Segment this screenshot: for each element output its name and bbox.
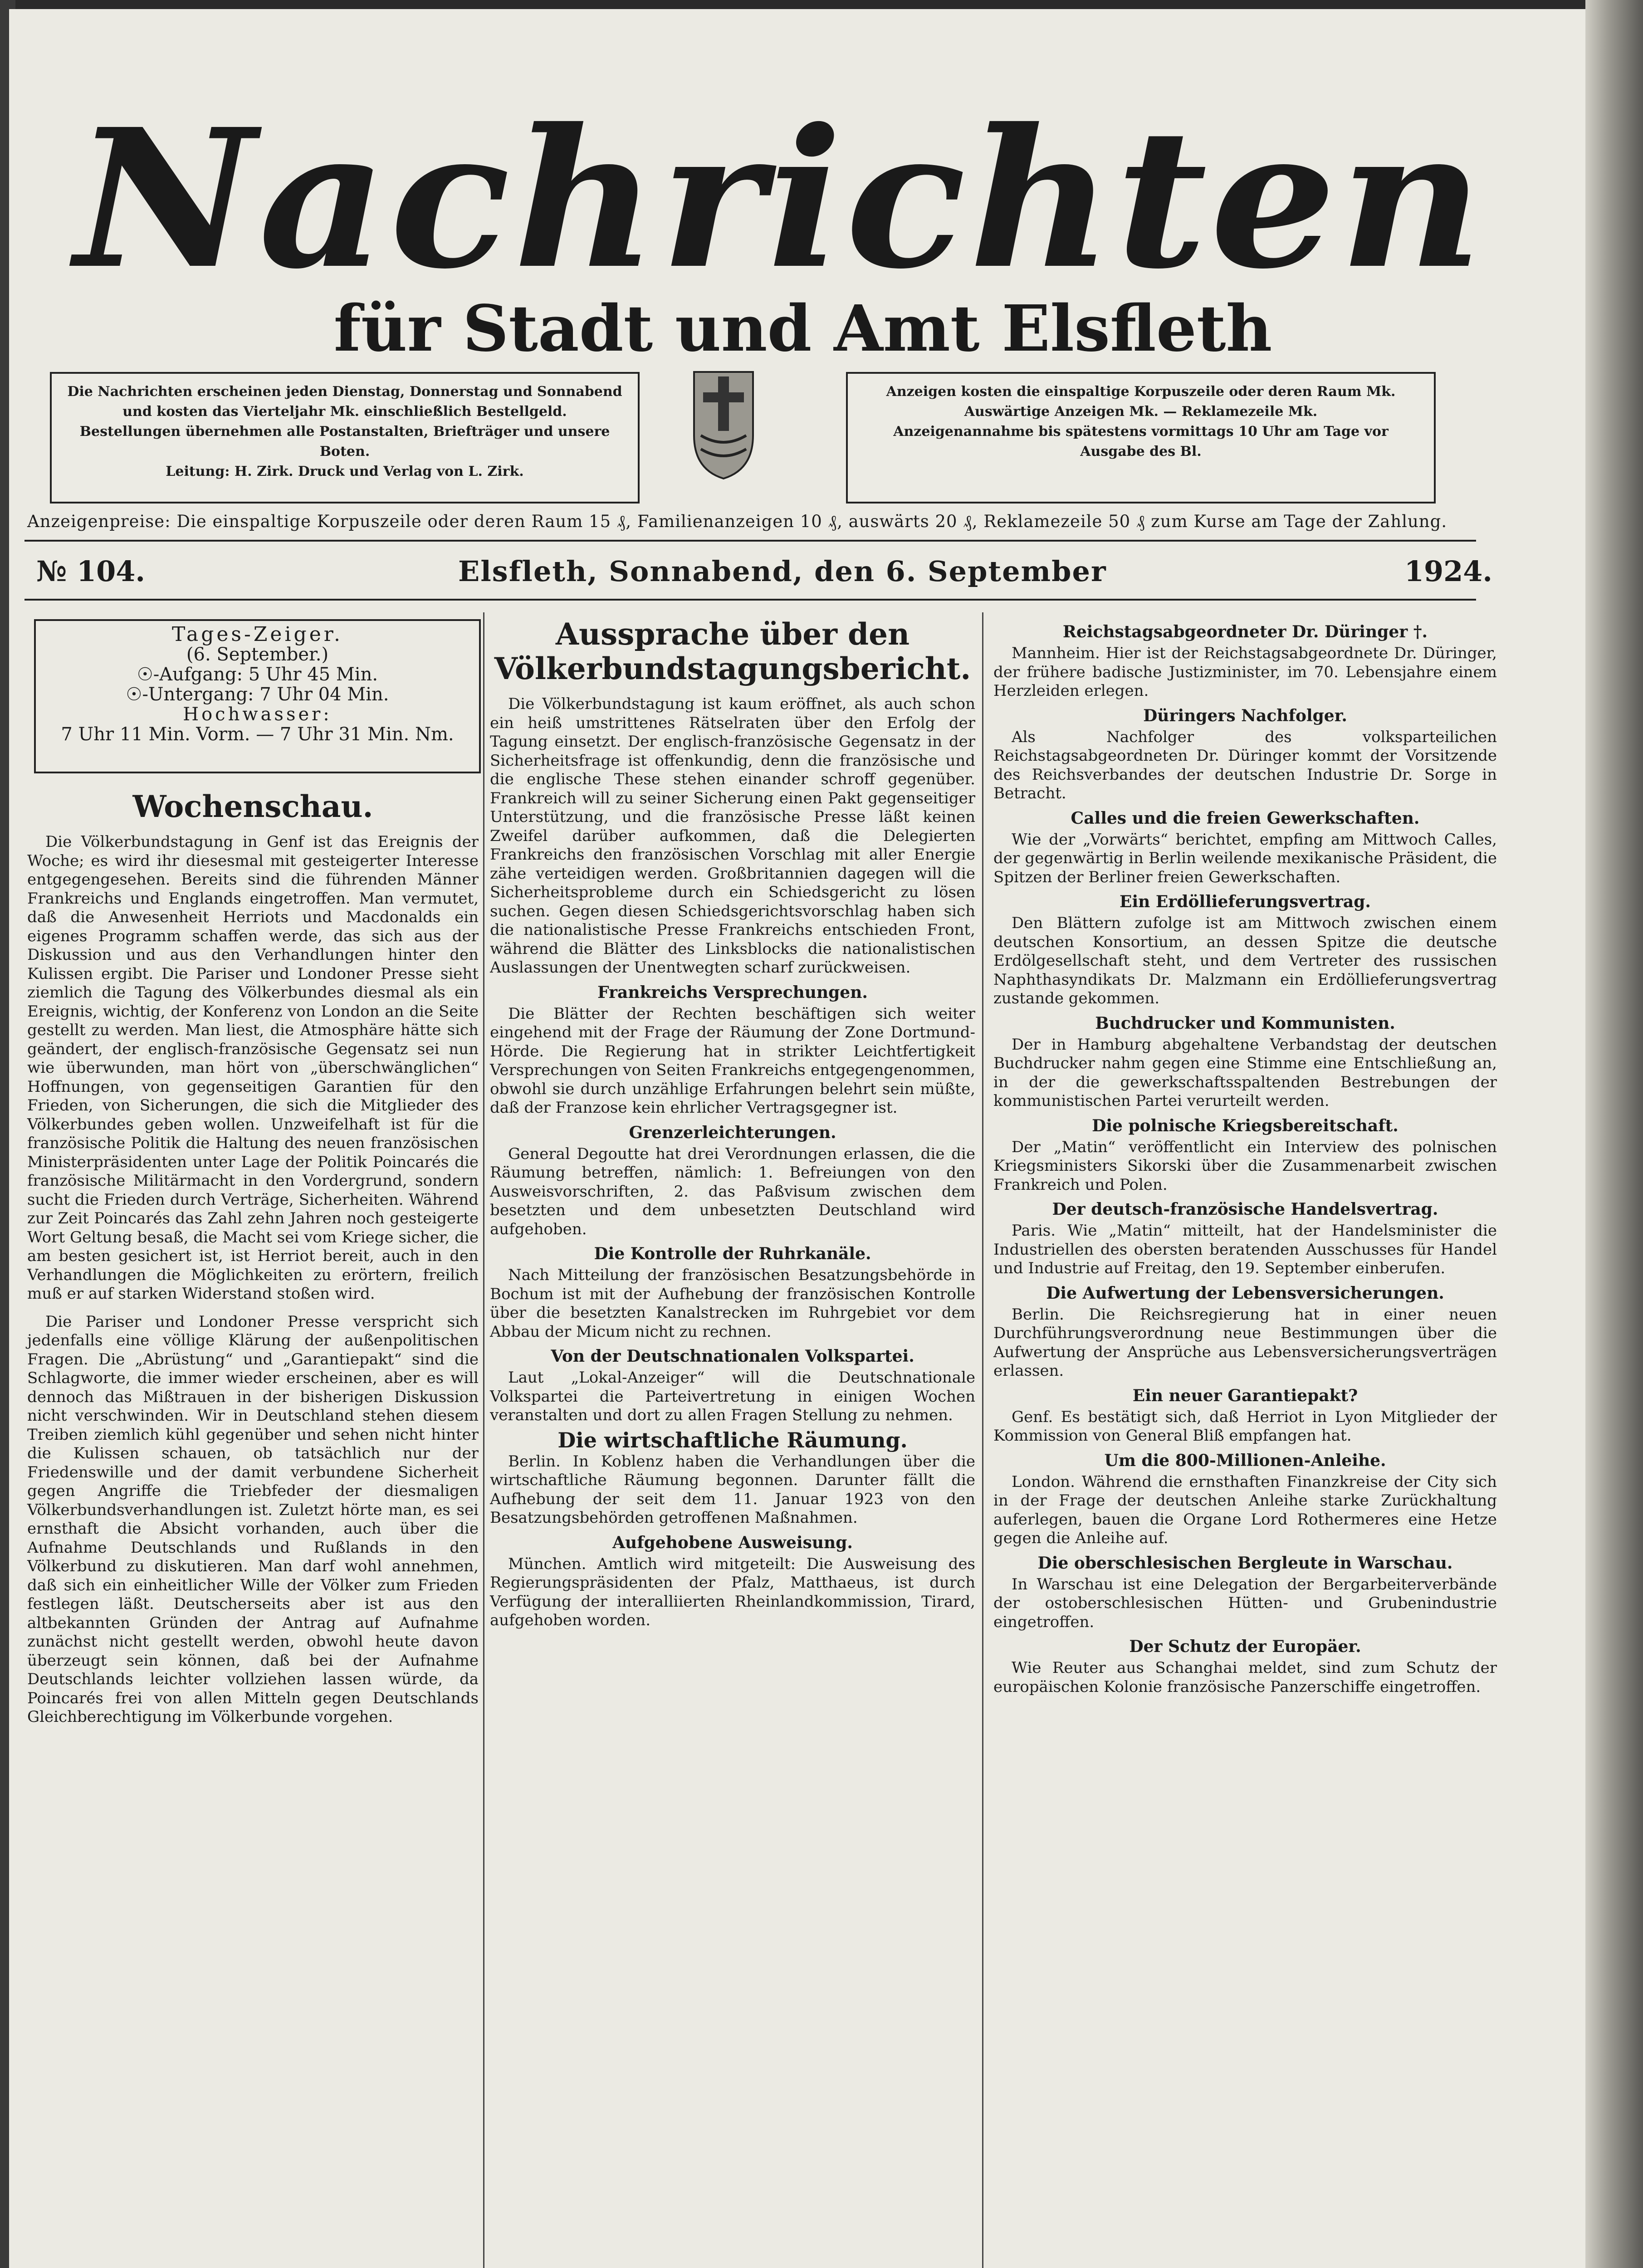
column-divider	[982, 612, 983, 2268]
section-title: Von der Deutschnationalen Volkspartei.	[551, 1347, 914, 1366]
advertising-line: Anzeigen kosten die einspaltige Korpuszeile oder deren Raum Mk.	[886, 384, 1396, 400]
article-paragraph: Die Völkerbundstagung in Genf ist das Ereignis der Woche; es wird ihr diesesmal mit gesteigerter Interesse entgegengesehen. Bereits sind die führenden Männer Frankreichs und Englands eingetroffen. Man vermutet, daß die Anwesenheit Herriots und Macdonalds ein eigenes Programm schaffen werde, das sich aus der Diskussion und aus den Verhandlungen hinter den Kulissen ergibt. Die Pariser und Londoner Presse sieht ziemlich die Tagung des Völkerbundes diesmal als ein Ereignis, wichtig, der Konferenz von London an die Seite gestellt zu werden. Man liest, die Atmosphäre hätte sich geändert, der englisch-französische Gegensatz sei nun wie überwunden, man hört von „überschwänglichen“ Hoffnungen, von gegenseitigen Garantien für den Frieden, von Sicherungen, die sich die Mitglieder des Völkerbundes geben wollen. Unzweifelhaft ist für die französische Politik die Haltung des neuen französischen Ministerpräsidenten unter Lage der Politik Poincarés die französische Militärmacht in den Vordergrund, sondern sucht die Frieden durch Verträge, Sicherheiten. Während zur Zeit Poincarés das Zahl zehn Jahren noch gesteigerte Wort Geltung besaß, die Macht sei vom Kriege sicher, die am besten gesichert ist, ist Herriot bereit, auch in den Verhandlungen die Möglichkeiten zu erörtern, freilich muß er auf starken Widerstand stoßen wird.	[27, 833, 479, 1303]
section-text: Der in Hamburg abgehaltene Verbandstag der deutschen Buchdrucker nahm gegen eine Stimme eine Entschließung an, in der die gewerkschaftsspaltenden Bestrebungen der kommunistischen Partei verurteilt werden.	[993, 1035, 1497, 1110]
hochwasser-times: 7 Uhr 11 Min. Vorm. — 7 Uhr 31 Min. Nm.	[61, 724, 454, 745]
article-paragraph: Die Pariser und Londoner Presse verspricht sich jedenfalls eine völlige Klärung der außenpolitischen Fragen. Die „Abrüstung“ und „Garantiepakt“ sind die Schlagworte, die immer wieder erscheinen, aber es will dennoch das Mißtrauen in der bisherigen Diskussion nicht verschwinden. Wir in Deutschland stehen diesem Treiben ziemlich kühl gegenüber und sehen nicht hinter die Kulissen schauen, ob tatsächlich nur der Friedenswille und der damit verbundene Sicherheit gegen Angriffe die Triebfeder der diesmaligen Völkerbundsverhandlungen ist. Zuletzt hörte man, es sei ernsthaft die Absicht vorhanden, auch über die Aufnahme Deutschlands und Rußlands in den Völkerbund zu diskutieren. Man darf wohl annehmen, daß sich ein einheitlicher Wille der Völker zum Frieden festlegen läßt. Deutscherseits aber ist aus den altbekannten Gründen der Antrag auf Aufnahme zunächst nicht gestellt werden, obwohl heute davon überzeugt sein können, daß bei der Aufnahme Deutschlands leichter vollziehen lassen würde, da Poincarés frei von allen Mitteln gegen Deutschlands Gleichberechtigung im Völkerbunde vorgehen.	[27, 1312, 479, 1726]
section-text: München. Amtlich wird mitgeteilt: Die Ausweisung des Regierungspräsidenten der Pfalz, Matthaeus, ist durch Verfügung der interalliierten Rheinlandkommission, Tirard, aufgehoben worden.	[490, 1554, 975, 1629]
place-and-date: Elsfleth, Sonnabend, den 6. September	[458, 555, 1107, 588]
column-divider	[483, 612, 484, 2268]
sunrise: ☉-Aufgang: 5 Uhr 45 Min.	[137, 664, 378, 685]
section-title: Der deutsch-französische Handelsvertrag.	[1052, 1200, 1438, 1219]
section-title: Calles und die freien Gewerkschaften.	[1071, 808, 1420, 828]
headline-line-2: Völkerbundstagungsbericht.	[494, 651, 971, 686]
advertising-line: Ausgabe des Bl.	[1080, 444, 1202, 459]
dateline	[27, 553, 1506, 590]
subscription-line: Bestellungen übernehmen alle Postanstalten, Briefträger und unsere Boten.	[79, 424, 610, 459]
section-text: Laut „Lokal-Anzeiger“ will die Deutschnationale Volkspartei die Parteivertretung in einigen Wochen veranstalten und dort zu allen Fragen Stellung zu nehmen.	[490, 1369, 975, 1424]
tages-zeiger-title: Tages-Zeiger.	[172, 623, 343, 646]
section-title: Reichstagsabgeordneter Dr. Düringer †.	[1062, 622, 1428, 641]
section-title: Aufgehobene Ausweisung.	[612, 1533, 853, 1552]
section-text: Berlin. In Koblenz haben die Verhandlungen über die wirtschaftliche Räumung begonnen. Darunter fällt die Aufhebung der seit dem 11. Januar 1923 von den Besatzungsbehörden getroffenen Maßnahmen.	[490, 1452, 975, 1527]
column-1	[27, 789, 479, 1727]
issue-number: № 104.	[36, 555, 145, 588]
section-title: Die Kontrolle der Ruhrkanäle.	[594, 1244, 871, 1263]
masthead-title: Nachrichten	[74, 88, 1486, 311]
section-title: Die wirtschaftliche Räumung.	[557, 1427, 908, 1452]
price-line: Anzeigenpreise: Die einspaltige Korpuszeile oder deren Raum 15 ₰, Familienanzeigen 10 ₰, auswärts 20 ₰, Reklamezeile 50 ₰ zum Kurse am Tage der Zahlung.	[27, 512, 1447, 531]
column-3	[993, 617, 1497, 1696]
section-title: Ein Erdöllieferungsvertrag.	[1120, 892, 1371, 911]
scan-edge-right	[1585, 0, 1643, 2268]
subscription-line: und kosten das Vierteljahr Mk. einschließlich Bestellgeld.	[122, 404, 567, 420]
section-text: Wie Reuter aus Schanghai meldet, sind zum Schutz der europäischen Kolonie französische Panzerschiffe eingetroffen.	[993, 1659, 1497, 1696]
coat-of-arms-icon	[692, 367, 755, 481]
masthead-subtitle: für Stadt und Amt Elsfleth	[333, 292, 1272, 366]
section-title: Die polnische Kriegsbereitschaft.	[1092, 1116, 1399, 1135]
section-title: Düringers Nachfolger.	[1143, 706, 1347, 725]
subscription-box	[50, 372, 640, 503]
section-text: Als Nachfolger des volksparteilichen Reichstagsabgeordneten Dr. Düringer kommt der Vorsitzende des Reichsverbandes der deutschen Industrie Dr. Sorge in Betracht.	[993, 728, 1497, 802]
section-title: Buchdrucker und Kommunisten.	[1095, 1013, 1395, 1033]
section-text: Berlin. Die Reichsregierung hat in einer neuen Durchführungsverordnung neue Bestimmungen über die Aufwertung der Ansprüche aus Lebensversicherungsverträgen erlassen.	[993, 1305, 1497, 1380]
year: 1924.	[1404, 555, 1492, 588]
section-text: Paris. Wie „Matin“ mitteilt, hat der Handelsminister die Industriellen des obersten beratenden Ausschusses für Handel und Industrie auf Freitag, den 19. September einberufen.	[993, 1222, 1497, 1277]
section-title: Um die 800-Millionen-Anleihe.	[1104, 1451, 1386, 1470]
tages-zeiger-box	[34, 619, 481, 773]
column-2	[490, 617, 975, 1630]
section-text: London. Während die ernsthaften Finanzkreise der City sich in der Frage der deutschen Anleihe starke Zurückhaltung auferlegen, bauen die Organe Lord Rothermeres eine Hetze gegen die Anleihe auf.	[993, 1472, 1497, 1547]
hochwasser-label: Hochwasser:	[183, 704, 332, 725]
article-paragraph: Die Völkerbundstagung ist kaum eröffnet, als auch schon ein heiß umstrittenes Rätselraten über den Erfolg der Tagung einsetzt. Der englisch-französische Gegensatz in der Sicherheitsfrage ist offenkundig, denn die französische und die englische These stehen einander schroff gegenüber. Frankreich will zu seiner Sicherung einen Pakt gegenseitiger Unterstützung, und die französische Presse läßt keinen Zweifel darüber aufkommen, daß die Delegierten Frankreichs den französischen Vorschlag mit aller Energie zähe verteidigen werden. Großbritannien dagegen will die Sicherheitsprobleme durch ein Schiedsgericht zu lösen suchen. Gegen diesen Schiedsgerichtsvorschlag haben sich die nationalistische Presse Frankreichs entschieden Front, während die Blätter des Linksblocks die nationalistischen Auslassungen der Unentwegten scharf zurückweisen.	[490, 695, 975, 977]
sunset: ☉-Untergang: 7 Uhr 04 Min.	[126, 684, 389, 705]
section-text: Wie der „Vorwärts“ berichtet, empfing am Mittwoch Calles, der gegenwärtig in Berlin weilende mexikanische Präsident, die Spitzen der Berliner freien Gewerkschaften.	[993, 830, 1497, 886]
rule-top	[24, 540, 1476, 542]
subscription-line: Die Nachrichten erscheinen jeden Dienstag, Donnerstag und Sonnabend	[67, 384, 622, 400]
newspaper-page	[9, 9, 1585, 2268]
section-text: Die Blätter der Rechten beschäftigen sich weiter eingehend mit der Frage der Räumung der Zone Dortmund-Hörde. Die Regierung hat in strikter Leichtfertigkeit Versprechungen von Seiten Frankreichs entgegengenommen, obwohl sie durch unzählige Erfahrungen belehrt sein müßte, daß der Franzose kein ehrlicher Vertragsgegner ist.	[490, 1004, 975, 1117]
subscription-line: Leitung: H. Zirk. Druck und Verlag von L. Zirk.	[166, 464, 524, 479]
section-text: Genf. Es bestätigt sich, daß Herriot in Lyon Mitglieder der Kommission von General Bliß empfangen hat.	[993, 1408, 1497, 1445]
advertising-box	[846, 372, 1436, 503]
advertising-line: Auswärtige Anzeigen Mk. — Reklamezeile Mk.	[964, 404, 1318, 420]
rule-under-dateline	[24, 599, 1476, 601]
section-title: Grenzerleichterungen.	[629, 1123, 836, 1142]
section-title: Die oberschlesischen Bergleute in Warschau.	[1037, 1553, 1453, 1573]
wochenschau-heading: Wochenschau.	[132, 789, 373, 824]
advertising-line: Anzeigenannahme bis spätestens vormittags 10 Uhr am Tage vor	[893, 424, 1389, 440]
section-text: Mannheim. Hier ist der Reichstagsabgeordnete Dr. Düringer, der frühere badische Justizminister, im 70. Lebensjahre einem Herzleiden erlegen.	[993, 644, 1497, 700]
section-title: Der Schutz der Europäer.	[1129, 1637, 1361, 1656]
headline-line-1: Aussprache über den	[555, 616, 910, 652]
section-title: Die Aufwertung der Lebensversicherungen.	[1046, 1283, 1444, 1303]
section-title: Ein neuer Garantiepakt?	[1132, 1386, 1358, 1405]
section-text: In Warschau ist eine Delegation der Bergarbeiterverbände der ostoberschlesischen Hütten- und Grubenindustrie eingetroffen.	[993, 1575, 1497, 1631]
section-text: Der „Matin“ veröffentlicht ein Interview des polnischen Kriegsministers Sikorski über die Zusammenarbeit zwischen Frankreich und Polen.	[993, 1138, 1497, 1194]
section-title: Frankreichs Versprechungen.	[597, 982, 868, 1002]
section-text: Nach Mitteilung der französischen Besatzungsbehörde in Bochum ist mit der Aufhebung der französischen Kontrolle über die besetzten Kanalstrecken im Ruhrgebiet vor dem Abbau der Micum nicht zu rechnen.	[490, 1266, 975, 1341]
section-text: General Degoutte hat drei Verordnungen erlassen, die die Räumung betreffen, nämlich: 1. Befreiungen von den Ausweisvorschriften, 2. das Paßvisum zwischen dem besetzten und dem unbesetzten Deutschland wird aufgehoben.	[490, 1144, 975, 1238]
tages-zeiger-date: (6. September.)	[186, 644, 329, 665]
section-text: Den Blättern zufolge ist am Mittwoch zwischen einem deutschen Konsortium, an dessen Spitze die deutsche Erdölgesellschaft steht, und dem Vertreter des russischen Naphthasyndikats Dr. Malzmann ein Erdöllieferungsvertrag zustande gekommen.	[993, 914, 1497, 1007]
